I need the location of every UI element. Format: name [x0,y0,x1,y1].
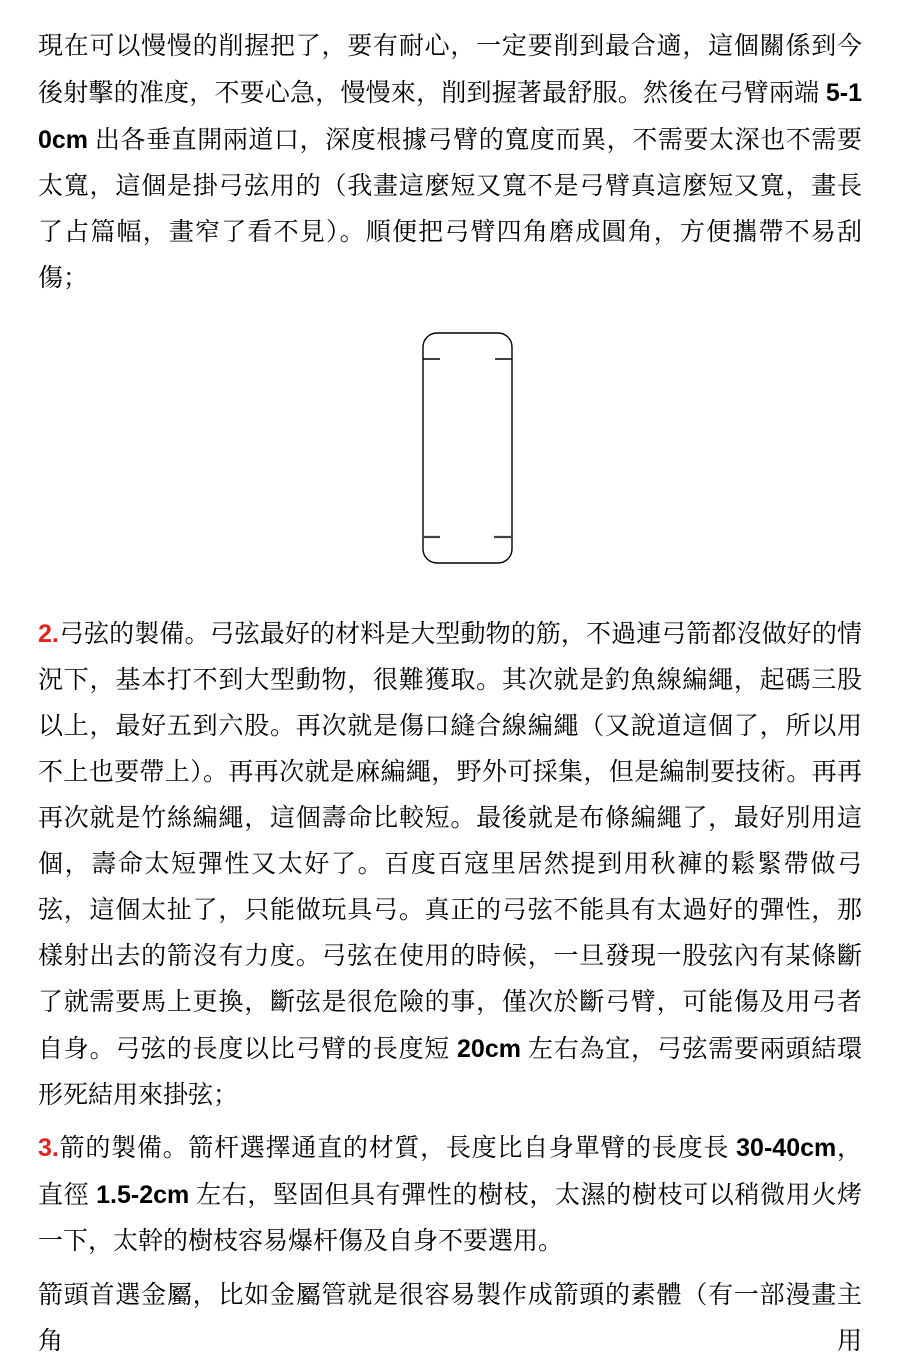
bow-limb-diagram [422,332,514,565]
measurement-5-10cm: 5-10cm [38,79,862,154]
paragraph-bowstring [38,611,862,1119]
arrow-text-3: 左右，堅固但具有彈性的樹枝，太濕的樹枝可以稍微用火烤一下，太幹的樹枝容易爆杆傷及自身不要選用。 [38,1182,862,1255]
arrow-text-1: 箭的製備。箭杆選擇通直的材質，長度比自身單臂的長度長 [58,1135,737,1162]
measurement-30-40cm: 30-40cm [736,1134,837,1162]
list-number-3: 3. [38,1134,59,1162]
paragraph-intro [38,24,862,302]
arrowhead-text: 箭頭首選金屬，比如金屬管就是很容易製作成箭頭的素體（有一部漫畫主角用 [38,1282,862,1355]
bowstring-text-1: 弓弦的製備。弓弦最好的材料是大型動物的筋，不過連弓箭都沒做好的情況下，基本打不到大型動物，很難獲取。其次就是釣魚線編繩，起碼三股以上，最好五到六股。再次就是傷口縫合線編繩（又說道這個了，所以用不上也要帶上）。再再次就是麻編繩，野外可採集，但是編制要技術。再再再次就是竹絲編繩，這個壽命比較短。最後就是布條編繩了，最好別用這個，壽命太短彈性又太好了。百度百寇里居然提到用秋褲的鬆緊帶做弓弦，這個太扯了，只能做玩具弓。真正的弓弦不能具有太過好的彈性，那樣射出去的箭沒有力度。弓弦在使用的時候，一旦發現一股弦內有某條斷了就需要馬上更換，斷弦是很危險的事，僅次於斷弓臂，可能傷及用弓者自身。弓弦的長度以比弓臂的長度短 [38,621,862,1063]
paragraph-arrowhead [38,1273,862,1365]
bowstring-text-2: 左右為宜，弓弦需要兩頭結環形死結用來掛弦； [38,1036,862,1109]
intro-text-1: 現在可以慢慢的削握把了，要有耐心，一定要削到最合適，這個關係到今後射擊的准度，不要心急，慢慢來，削到握著最舒服。然後在弓臂兩端 [38,33,862,107]
intro-text-2: 出各垂直開兩道口，深度根據弓臂的寬度而異，不需要太深也不需要太寬，這個是掛弓弦用的（我畫這麼短又寬不是弓臂真這麼短又寬，畫長了占篇幅，畫窄了看不見）。順便把弓臂四角磨成圓角，方便攜帶不易刮傷； [38,127,862,292]
paragraph-arrow [38,1125,862,1265]
measurement-20cm: 20cm [457,1035,521,1063]
figure-container [38,332,862,565]
measurement-1.5-2cm: 1.5-2cm [96,1181,190,1209]
arrow-text-2: ，直徑 [38,1135,862,1209]
list-number-2: 2. [38,620,59,648]
bow-limb-outline [423,333,512,563]
